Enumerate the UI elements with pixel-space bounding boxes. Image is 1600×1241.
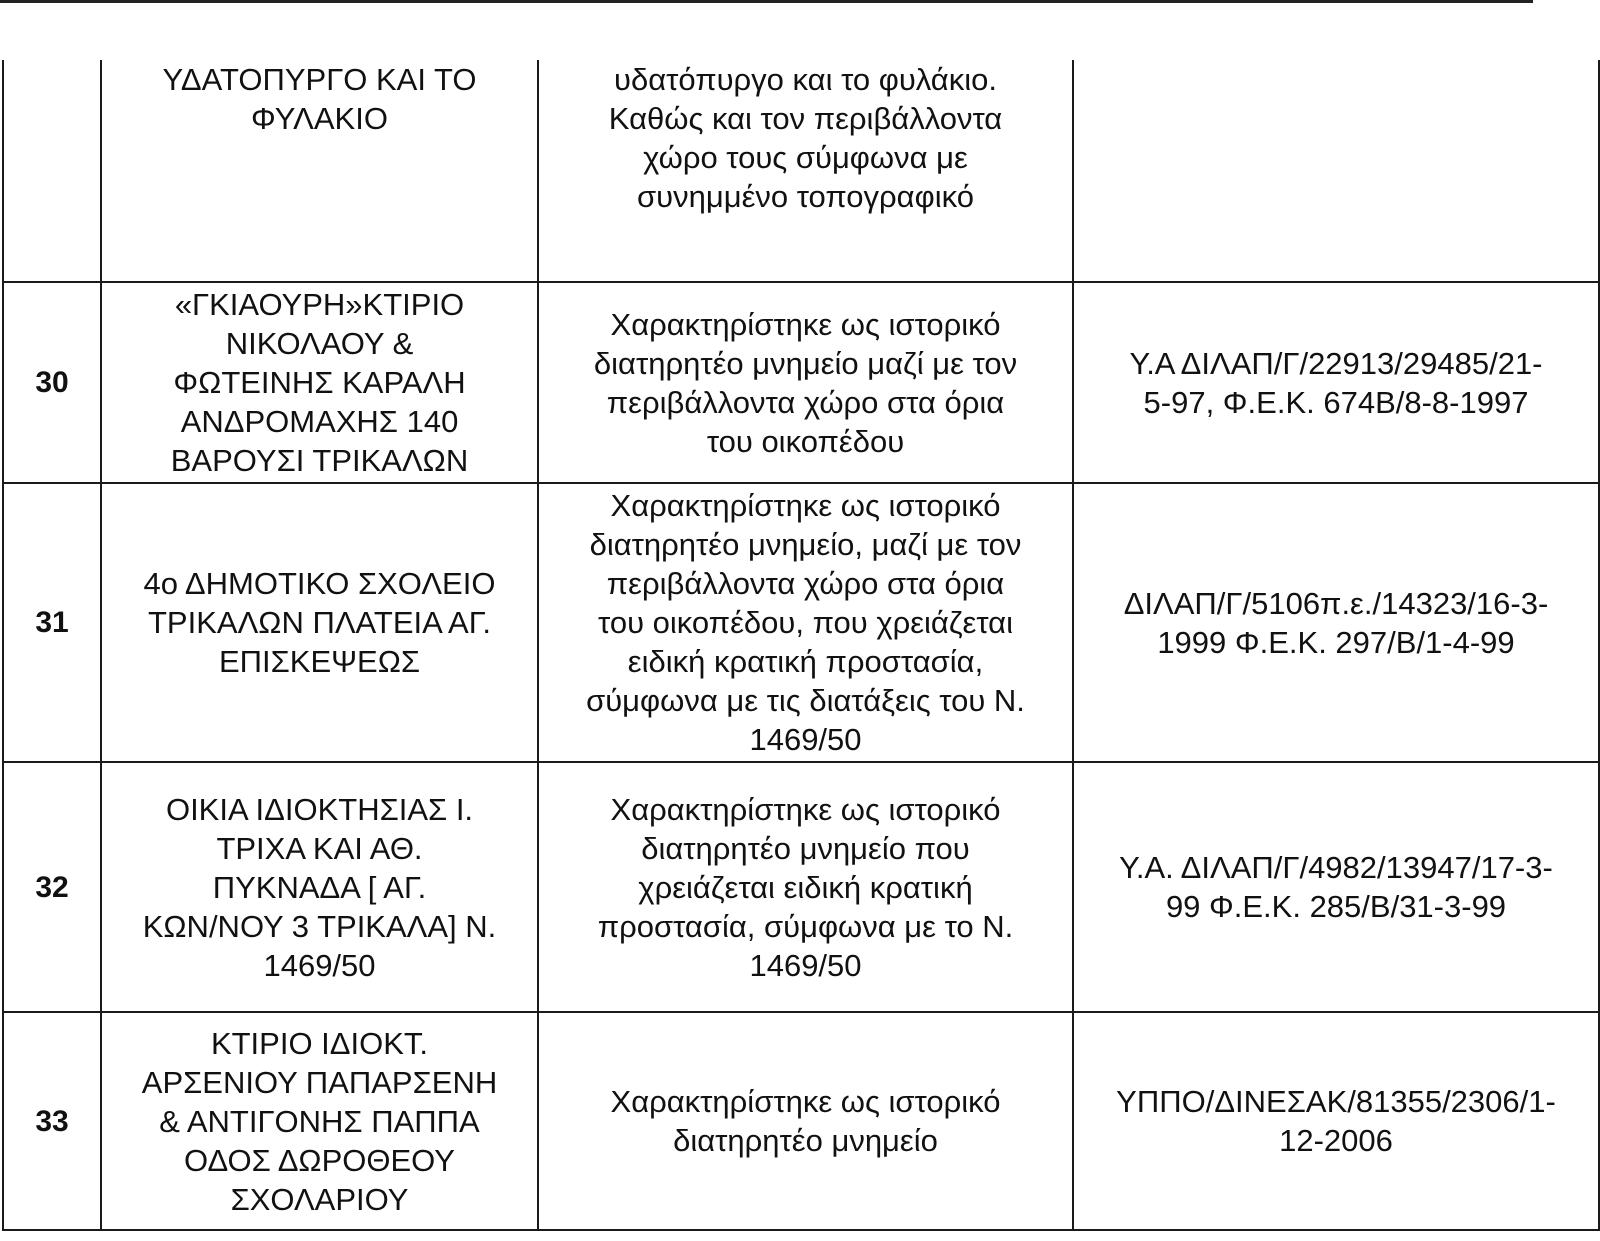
monuments-table (2, 60, 1600, 1231)
row-number-cell: 31 (3, 483, 101, 762)
table-row (3, 483, 1599, 762)
description-cell: Χαρακτηρίστηκε ως ιστορικό διατηρητέο μνημείο, μαζί με τον περιβάλλοντα χώρο στα όρια του οικοπέδου, που χρειάζεται ειδική κρατική προστασία, σύμφωνα με τις διατάξεις του Ν. 1469/50 (538, 483, 1073, 762)
table-row (3, 60, 1599, 282)
row-number-cell: 33 (3, 1012, 101, 1230)
row-number-cell: 30 (3, 282, 101, 483)
monument-name-cell: ΚΤΙΡΙΟ ΙΔΙΟΚΤ. ΑΡΣΕΝΙΟΥ ΠΑΠΑΡΣΕΝΗ & ΑΝΤΙΓΟΝΗΣ ΠΑΠΠΑ ΟΔΟΣ ΔΩΡΟΘΕΟΥ ΣΧΟΛΑΡΙΟΥ (101, 1012, 538, 1230)
row-number-cell (3, 60, 101, 282)
table-row (3, 762, 1599, 1012)
monument-name-cell: «ΓΚΙΑΟΥΡΗ»ΚΤΙΡΙΟ ΝΙΚΟΛΑΟΥ & ΦΩΤΕΙΝΗΣ ΚΑΡΑΛΗ ΑΝΔΡΟΜΑΧΗΣ 140 ΒΑΡΟΥΣΙ ΤΡΙΚΑΛΩΝ (101, 282, 538, 483)
decision-cell (1073, 60, 1599, 282)
description-cell: υδατόπυργο και το φυλάκιο. Καθώς και τον περιβάλλοντα χώρο τους σύμφωνα με συνημμένο τοπογραφικό (538, 60, 1073, 282)
decision-cell: ΔΙΛΑΠ/Γ/5106π.ε./14323/16-3- 1999 Φ.Ε.Κ. 297/Β/1-4-99 (1073, 483, 1599, 762)
monument-name-cell: 4ο ΔΗΜΟΤΙΚΟ ΣΧΟΛΕΙΟ ΤΡΙΚΑΛΩΝ ΠΛΑΤΕΙΑ ΑΓ. ΕΠΙΣΚΕΨΕΩΣ (101, 483, 538, 762)
description-cell: Χαρακτηρίστηκε ως ιστορικό διατηρητέο μνημείο (538, 1012, 1073, 1230)
decision-cell: Υ.Α ΔΙΛΑΠ/Γ/22913/29485/21- 5-97, Φ.Ε.Κ. 674Β/8-8-1997 (1073, 282, 1599, 483)
monument-name-cell: ΥΔΑΤΟΠΥΡΓΟ ΚΑΙ ΤΟ ΦΥΛΑΚΙΟ (101, 60, 538, 282)
decision-cell: ΥΠΠΟ/ΔΙΝΕΣΑΚ/81355/2306/1- 12-2006 (1073, 1012, 1599, 1230)
monument-name-cell: ΟΙΚΙΑ ΙΔΙΟΚΤΗΣΙΑΣ Ι. ΤΡΙΧΑ ΚΑΙ ΑΘ. ΠΥΚΝΑΔΑ [ ΑΓ. ΚΩΝ/ΝΟΥ 3 ΤΡΙΚΑΛΑ] Ν. 1469/50 (101, 762, 538, 1012)
description-cell: Χαρακτηρίστηκε ως ιστορικό διατηρητέο μνημείο που χρειάζεται ειδική κρατική προστασία, σύμφωνα με το Ν. 1469/50 (538, 762, 1073, 1012)
table-row (3, 1012, 1599, 1230)
top-rule (0, 0, 1533, 3)
description-cell: Χαρακτηρίστηκε ως ιστορικό διατηρητέο μνημείο μαζί με τον περιβάλλοντα χώρο στα όρια του οικοπέδου (538, 282, 1073, 483)
table-row (3, 282, 1599, 483)
decision-cell: Υ.Α. ΔΙΛΑΠ/Γ/4982/13947/17-3- 99 Φ.Ε.Κ. 285/Β/31-3-99 (1073, 762, 1599, 1012)
row-number-cell: 32 (3, 762, 101, 1012)
